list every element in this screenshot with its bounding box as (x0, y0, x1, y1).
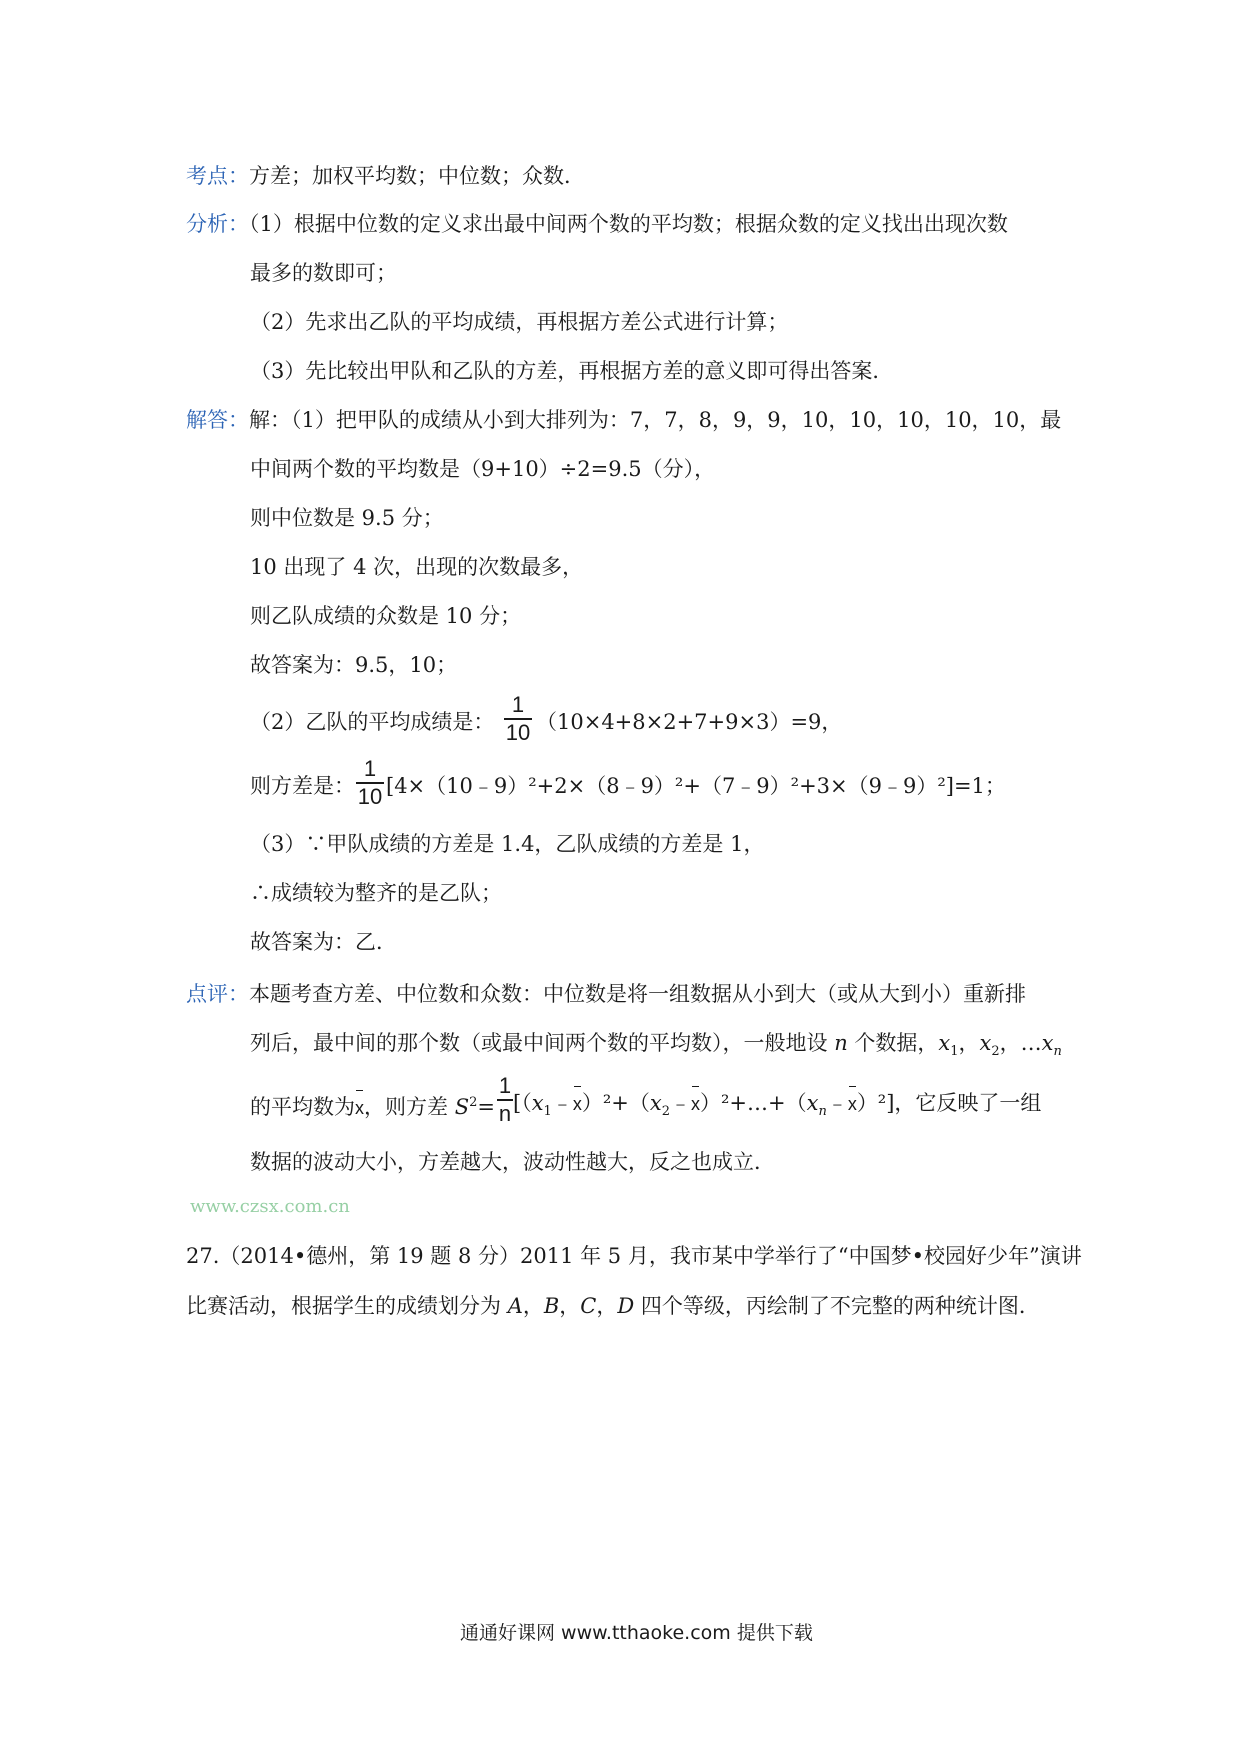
grade-A: A (507, 1294, 523, 1318)
sub-n: n (1053, 1044, 1062, 1060)
jieda-line-8-pre: 则方差是： (250, 774, 355, 798)
text: ）²+…+（ (699, 1091, 807, 1115)
fraction-numerator: 1 (498, 1073, 512, 1098)
kaodian-text: 方差；加权平均数；中位数；众数． (249, 164, 585, 188)
var-x2: x (649, 1091, 662, 1115)
grade-B: B (543, 1294, 560, 1318)
fenxi-label: 分析： (186, 212, 249, 236)
x-bar: x (848, 1088, 857, 1120)
jieda-line-9: （3）∵甲队成绩的方差是 1.4，乙队成绩的方差是 1， (250, 832, 765, 856)
grade-C: C (580, 1294, 597, 1318)
dianping-text-3a: 的平均数为 (250, 1095, 355, 1119)
watermark: www.czsx.com.cn (190, 1196, 350, 1217)
jieda-line-2: 中间两个数的平均数是（9+10）÷2=9.5（分）， (250, 457, 716, 481)
sub-n: n (818, 1104, 827, 1120)
equals: = (477, 1095, 495, 1119)
jieda-text-1: 解：（1）把甲队的成绩从小到大排列为：7，7，8，9，9，10，10，10，10，10，最 (249, 408, 1062, 432)
dianping-text-1: 本题考查方差、中位数和众数：中位数是将一组数据从小到大（或从大到小）重新排 (249, 982, 1026, 1006)
jieda-line-11: 故答案为：乙． (250, 930, 397, 954)
q27-line-1: 27.（2014•德州，第 19 题 8 分）2011 年 5 月，我市某中学举行了“中国梦•校园好少年”演讲 (186, 1244, 1082, 1268)
fenxi-line-4: （3）先比较出甲队和乙队的方差，再根据方差的意义即可得出答案． (250, 359, 894, 383)
sub-1: 1 (950, 1044, 959, 1060)
fraction-one-tenth-b (356, 758, 384, 808)
fraction-denominator: n (498, 1101, 512, 1126)
dianping-text-2a: 列后，最中间的那个数（或最中间两个数的平均数），一般地设 (250, 1031, 835, 1055)
q27-line-2 (186, 1290, 1040, 1322)
minus: ﹣ (551, 1091, 573, 1115)
sub-2: 2 (991, 1044, 1000, 1060)
jieda-line-6: 故答案为：9.5，10； (250, 653, 458, 677)
dianping-line-4: 数据的波动大小，方差越大，波动性越大，反之也成立． (250, 1150, 775, 1174)
var-x2: x (979, 1031, 992, 1055)
var-n: n (834, 1031, 848, 1055)
x-bar: x (573, 1088, 582, 1120)
dots: ，… (999, 1031, 1042, 1055)
var-x1: x (531, 1091, 544, 1115)
jieda-line-5: 则乙队成绩的众数是 10 分； (250, 604, 522, 628)
x-bar: x (691, 1088, 700, 1120)
sub-2: 2 (661, 1104, 670, 1120)
fraction-numerator: 1 (511, 692, 525, 717)
dianping-line-3-pre (250, 1087, 495, 1124)
grade-D: D (617, 1294, 635, 1318)
kaodian-label: 考点： (186, 164, 249, 188)
fenxi-line-1 (186, 208, 1008, 240)
kaodian-line (186, 160, 585, 192)
jieda-label: 解答： (186, 408, 249, 432)
fenxi-line-2: 最多的数即可； (250, 261, 397, 285)
minus: ﹣ (826, 1091, 848, 1115)
fraction-one-tenth-a (504, 694, 532, 744)
fraction-numerator: 1 (363, 756, 377, 781)
dianping-line-3-post (513, 1087, 1041, 1128)
fraction-one-over-n (497, 1075, 513, 1125)
text: ）²]，它反映了一组 (856, 1091, 1042, 1115)
text: [（ (513, 1091, 532, 1115)
comma: ， (522, 1294, 544, 1318)
dianping-line-1 (186, 978, 1026, 1010)
x-bar: x (355, 1092, 364, 1124)
var-S: S (454, 1095, 470, 1119)
var-x1: x (938, 1031, 951, 1055)
q27-text-2b: 四个等级，丙绘制了不完整的两种统计图． (634, 1294, 1040, 1318)
dianping-text-2b: 个数据， (847, 1031, 939, 1055)
dianping-label: 点评： (186, 982, 249, 1006)
minus: ﹣ (669, 1091, 691, 1115)
comma: ， (958, 1031, 980, 1055)
jieda-line-8-post: [4×（10﹣9）²+2×（8﹣9）²+（7﹣9）²+3×（9﹣9）²]=1； (386, 774, 1006, 798)
q27-text-2a: 比赛活动，根据学生的成绩划分为 (186, 1294, 508, 1318)
sup-2: 2 (469, 1095, 478, 1110)
jieda-line-7-post: （10×4+8×2+7+9×3）=9， (536, 710, 843, 734)
page-footer: 通通好课网 www.tthaoke.com 提供下载 (460, 1622, 813, 1644)
jieda-line-4: 10 出现了 4 次，出现的次数最多， (250, 555, 584, 579)
fraction-denominator: 10 (357, 784, 383, 809)
text: ）²+（ (581, 1091, 650, 1115)
var-xn: x (806, 1091, 819, 1115)
jieda-line-1 (186, 404, 1061, 436)
fenxi-line-3: （2）先求出乙队的平均成绩，再根据方差公式进行计算； (250, 310, 789, 334)
jieda-line-3: 则中位数是 9.5 分； (250, 506, 444, 530)
jieda-line-7-pre: （2）乙队的平均成绩是： (250, 710, 495, 734)
fraction-denominator: 10 (505, 720, 531, 745)
comma: ， (596, 1294, 618, 1318)
sub-1: 1 (543, 1104, 552, 1120)
dianping-text-3b: ，则方差 (364, 1095, 455, 1119)
comma: ， (559, 1294, 581, 1318)
var-xn: x (1041, 1031, 1054, 1055)
dianping-line-2 (250, 1027, 1062, 1068)
fenxi-text-1: （1）根据中位数的定义求出最中间两个数的平均数；根据众数的定义找出出现次数 (249, 212, 1008, 236)
jieda-line-10: ∴成绩较为整齐的是乙队； (250, 881, 502, 905)
